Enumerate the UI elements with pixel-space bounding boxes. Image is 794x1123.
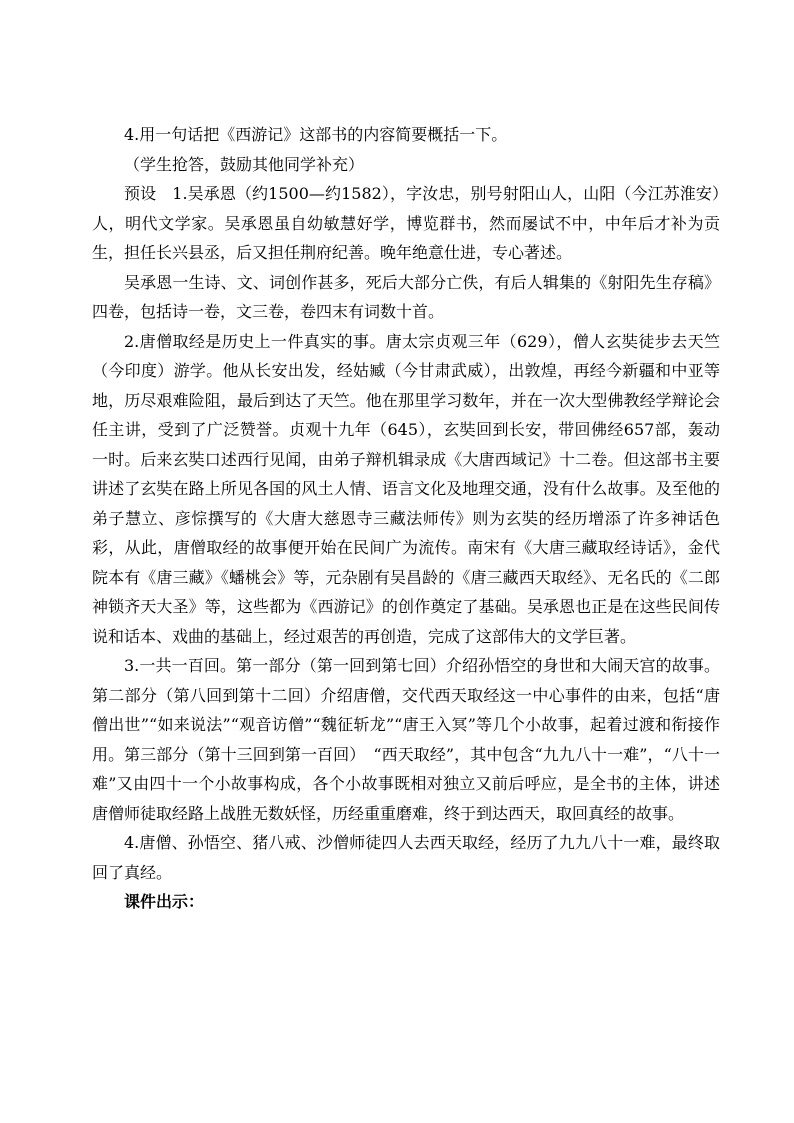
question-4: 4.用一句话把《西游记》这部书的内容简要概括一下。: [124, 125, 508, 144]
answer-4-summary: 4.唐僧、孙悟空、猪八戒、沙僧师徒四人去西天取经，经历了九九八十一难，最终取回了真经。: [92, 833, 720, 882]
answer-1-author: 预设 1.吴承恩（约1500—约1582），字汝忠，别号射阳山人，山阳（今江苏淮安）人，明代文学家。吴承恩虽自幼敏慧好学，博览群书，然而屡试不中，中年后才补为贡生，担任长兴县丞，后又担任荆府纪善。晚年绝意仕进，专心著述。: [92, 184, 720, 262]
answer-3-structure: 3.一共一百回。第一部分（第一回到第七回）介绍孙悟空的身世和大闹天宫的故事。第二部分（第八回到第十二回）介绍唐僧，交代西天取经这一中心事件的由来，包括“唐僧出世”“如来说法”“观音访僧”“魏征斩龙”“唐王入冥”等几个小故事，起着过渡和衔接作用。第三部分（第十三回到第一百回） “西天取经”，其中包含“九九八十一难”，“八十一难”又由四十一个小故事构成，各个小故事既相对独立又前后呼应，是全书的主体，讲述唐僧师徒取经路上战胜无数妖怪，历经重重磨难，终于到达西天，取回真经的故事。: [92, 656, 720, 823]
student-instruction: （学生抢答，鼓励其他同学补充）: [124, 154, 365, 174]
document-body: [92, 120, 720, 917]
answer-2-history: 2.唐僧取经是历史上一件真实的事。唐太宗贞观三年（629），僧人玄奘徒步去天竺（今印度）游学。他从长安出发，经姑臧（今甘肃武威），出敦煌，再经今新疆和中亚等地，历尽艰难险阻，最后到达了天竺。他在那里学习数年，并在一次大型佛教经学辩论会任主讲，受到了广泛赞誉。贞观十九年（645），玄奘回到长安，带回佛经657部，轰动一时。后来玄奘口述西行见闻，由弟子辩机辑录成《大唐西域记》十二卷。但这部书主要讲述了玄奘在路上所见各国的风土人情、语言文化及地理交通，没有什么故事。及至他的弟子慧立、彦悰撰写的《大唐大慈恩寺三藏法师传》则为玄奘的经历增添了许多神话色彩，从此，唐僧取经的故事便开始在民间广为流传。南宋有《大唐三藏取经诗话》，金代院本有《唐三藏》《蟠桃会》等，元杂剧有吴昌龄的《唐三藏西天取经》、无名氏的《二郎神锁齐天大圣》等，这些都为《西游记》的创作奠定了基础。吴承恩也正是在这些民间传说和话本、戏曲的基础上，经过艰苦的再创造，完成了这部伟大的文学巨著。: [92, 331, 720, 646]
answer-1-works: 吴承恩一生诗、文、词创作甚多，死后大部分亡佚，有后人辑集的《射阳先生存稿》四卷，包括诗一卷，文三卷，卷四末有词数十首。: [92, 272, 720, 321]
courseware-heading: 课件出示：: [124, 892, 205, 911]
